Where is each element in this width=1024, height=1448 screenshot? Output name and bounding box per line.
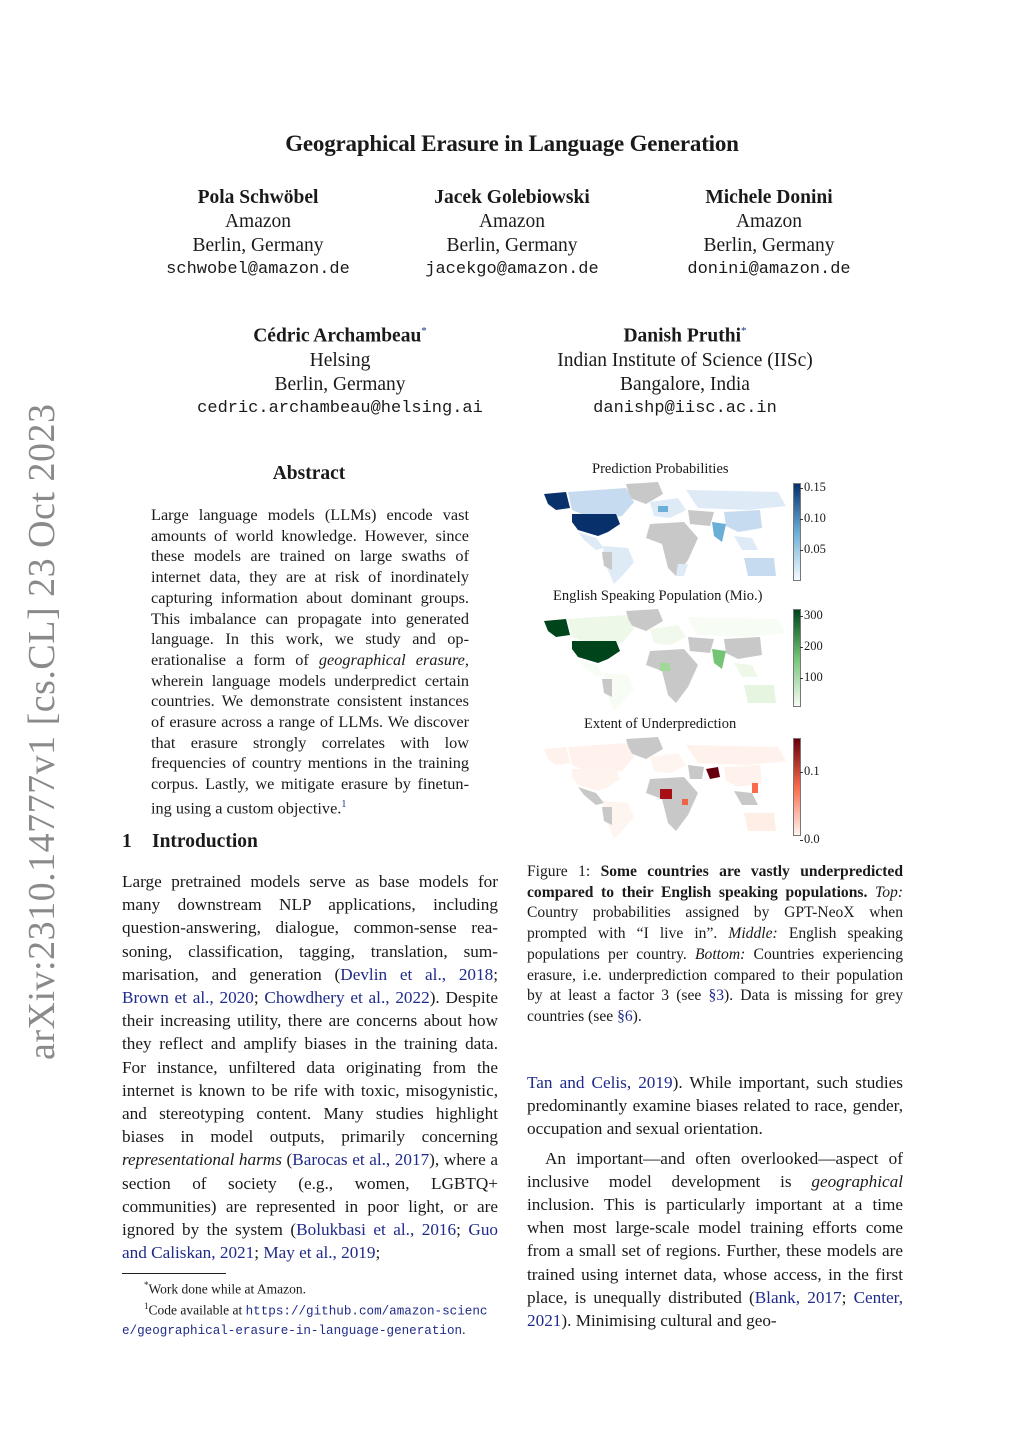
intro-paragraph: Large pretrained models serve as base models for many downstream NLP applications, including question-answering, dialogue, common-sense reasoning, classification, tagging, translation, summarisation, and generation (Devlin et al., 2018; Brown et al., 2020; Chowdhery et al., 2022). Despite their increasing utility, there are concerns about how they reflect and amplify biases in the training data. For instance, unfiltered data originating from the internet is known to be rife with toxic, misogynistic, and stereotyping content. Many studies highlight biases in model outputs, primarily concerning representational harms (Barocas et al., 2017), where a section of society (e.g., women, LGBTQ+ communities) are represented in poor light, or are ignored by the system (Bolukbasi et al., 2016; Guo and Caliskan, 2021; May et al., 2019; xyxy=(122,872,499,1263)
footnote-rule xyxy=(122,1273,226,1274)
author-affiliation: Helsing xyxy=(309,349,371,371)
author-name: Cédric Archambeau* xyxy=(253,325,427,347)
author-affiliation: Amazon xyxy=(478,211,546,232)
arxiv-stamp: arXiv:2310.14777v1 [cs.CL] 23 Oct 2023 xyxy=(21,403,63,1060)
intro-paragraph-continued: Tan and Celis, 2019). While important, such studies predominantly examine biases related to race, gender, occupation and sexual orientation. An important—and often overlooked—aspect of inclusive model development is geographical inclusion. This is particularly important at a time when most large-scale model training efforts come from a small set of regions. Further, these models are trained using internet data, whose access, in the first place, is unequally distributed (Blank, 2017; Center, 2021). Minimising cultural and geo- xyxy=(527,1073,903,1331)
citation-link[interactable]: Chowdhery et al., 2022 xyxy=(264,988,430,1008)
author-location: Berlin, Germany xyxy=(446,235,578,256)
footnote: *Work done while at Amazon. xyxy=(144,1280,306,1297)
map-title-population: English Speaking Population (Mio.) xyxy=(553,588,763,604)
colorbar-tick: 0.05 xyxy=(804,542,826,556)
code-url-link[interactable]: https://github.com/amazon-science/geographical-erasure-in-language-generation xyxy=(122,1304,488,1338)
colorbar-tick: 200 xyxy=(804,639,823,653)
citation-link[interactable]: Barocas et al., 2017 xyxy=(292,1150,430,1170)
citation-link[interactable]: May et al., 2019 xyxy=(263,1243,376,1263)
colorbar-tick: 300 xyxy=(804,608,823,622)
section-ref-link[interactable]: §6 xyxy=(617,1007,633,1025)
footnotes xyxy=(122,1277,502,1341)
colorbar-tick: 0.0 xyxy=(804,832,820,846)
map-title-prediction: Prediction Probabilities xyxy=(592,461,729,477)
author-affiliation: Indian Institute of Science (IISc) xyxy=(557,349,813,371)
footnote: $^1$Code available at https://github.com/amazon-science/geographical-erasure-in-language-generation. xyxy=(122,1301,488,1338)
paper-title: Geographical Erasure in Language Generation xyxy=(285,131,739,156)
colorbar-tick: 0.10 xyxy=(804,511,826,525)
section-heading: 1 Introduction xyxy=(122,831,258,852)
author-name: Pola Schwöbel xyxy=(197,187,319,208)
citation-link[interactable]: Tan and Celis, 2019 xyxy=(527,1073,673,1092)
author-location: Berlin, Germany xyxy=(192,235,324,256)
abstract-heading: Abstract xyxy=(272,463,346,484)
author-block xyxy=(400,186,624,282)
colorbar-reds xyxy=(793,738,801,836)
author-affiliation: Amazon xyxy=(224,211,292,232)
author-name: Michele Donini xyxy=(705,187,833,208)
author-location: Bangalore, India xyxy=(620,373,750,395)
author-email[interactable]: schwobel@amazon.de xyxy=(166,260,350,279)
author-block xyxy=(180,319,500,421)
section-ref-link[interactable]: §3 xyxy=(708,987,725,1005)
equal-contribution-mark[interactable]: * xyxy=(421,325,427,337)
author-name: Danish Pruthi* xyxy=(623,325,747,347)
author-block xyxy=(520,319,850,421)
world-map-population xyxy=(538,607,793,712)
colorbar-tick: 100 xyxy=(804,670,823,684)
author-email[interactable]: donini@amazon.de xyxy=(687,260,851,279)
author-name: Jacek Golebiowski xyxy=(434,187,590,208)
equal-contribution-mark[interactable]: * xyxy=(741,325,747,337)
author-block xyxy=(657,186,881,282)
map-title-underprediction: Extent of Underprediction xyxy=(584,716,737,732)
world-map-prediction xyxy=(538,480,793,585)
colorbar-greens xyxy=(793,609,801,707)
citation-link[interactable]: Guo and Caliskan, 2021 xyxy=(122,1220,499,1263)
author-email[interactable]: jacekgo@amazon.de xyxy=(425,260,599,279)
citation-link[interactable]: Devlin et al., 2018 xyxy=(340,964,494,984)
citation-link[interactable]: Bolukbasi et al., 2016 xyxy=(296,1220,457,1240)
figure-1 xyxy=(530,455,910,855)
author-email[interactable]: cedric.archambeau@helsing.ai xyxy=(197,398,483,418)
author-affiliation: Amazon xyxy=(735,211,803,232)
figure-caption: Figure 1: Some countries are vastly underpredicted compared to their English speaking populations. Top: Country probabilities assigned by GPT-NeoX when prompted with “I live in”. Middle: English speaking populations per country. Bottom: Countries experiencing erasure, i.e. underprediction compared to their population by at least a factor 3 (see §3). Data is missing for grey countries (see §6). xyxy=(527,863,904,1025)
citation-link[interactable]: Brown et al., 2020 xyxy=(122,988,254,1008)
citation-link[interactable]: Center, 2021 xyxy=(527,1287,903,1331)
citation-link[interactable]: Blank, 2017 xyxy=(754,1287,842,1307)
colorbar-blues xyxy=(793,483,801,581)
author-block xyxy=(146,186,370,282)
author-email[interactable]: danishp@iisc.ac.in xyxy=(593,398,777,418)
author-location: Berlin, Germany xyxy=(703,235,835,256)
world-map-underprediction xyxy=(538,735,793,840)
colorbar-tick: 0.1 xyxy=(804,764,820,778)
footnote-ref[interactable]: 1 xyxy=(341,798,347,810)
abstract-text: Large language models (LLMs) encode vast amounts of world knowledge. However, since these models are trained on large swaths of internet data, they are at risk of inordinately capturing information about dominant groups. This imbalance can propagate into generated language. In this work, we study and operationalise a form of geographical erasure, wherein language models underpredict certain countries. We demonstrate consistent instances of erasure across a range of LLMs. We discover that erasure strongly correlates with low frequencies of country mentions in the training corpus. Lastly, we mitigate erasure by finetuning using a custom objective.$^1$ xyxy=(151,505,469,818)
colorbar-tick: 0.15 xyxy=(804,480,826,494)
author-location: Berlin, Germany xyxy=(274,373,406,395)
